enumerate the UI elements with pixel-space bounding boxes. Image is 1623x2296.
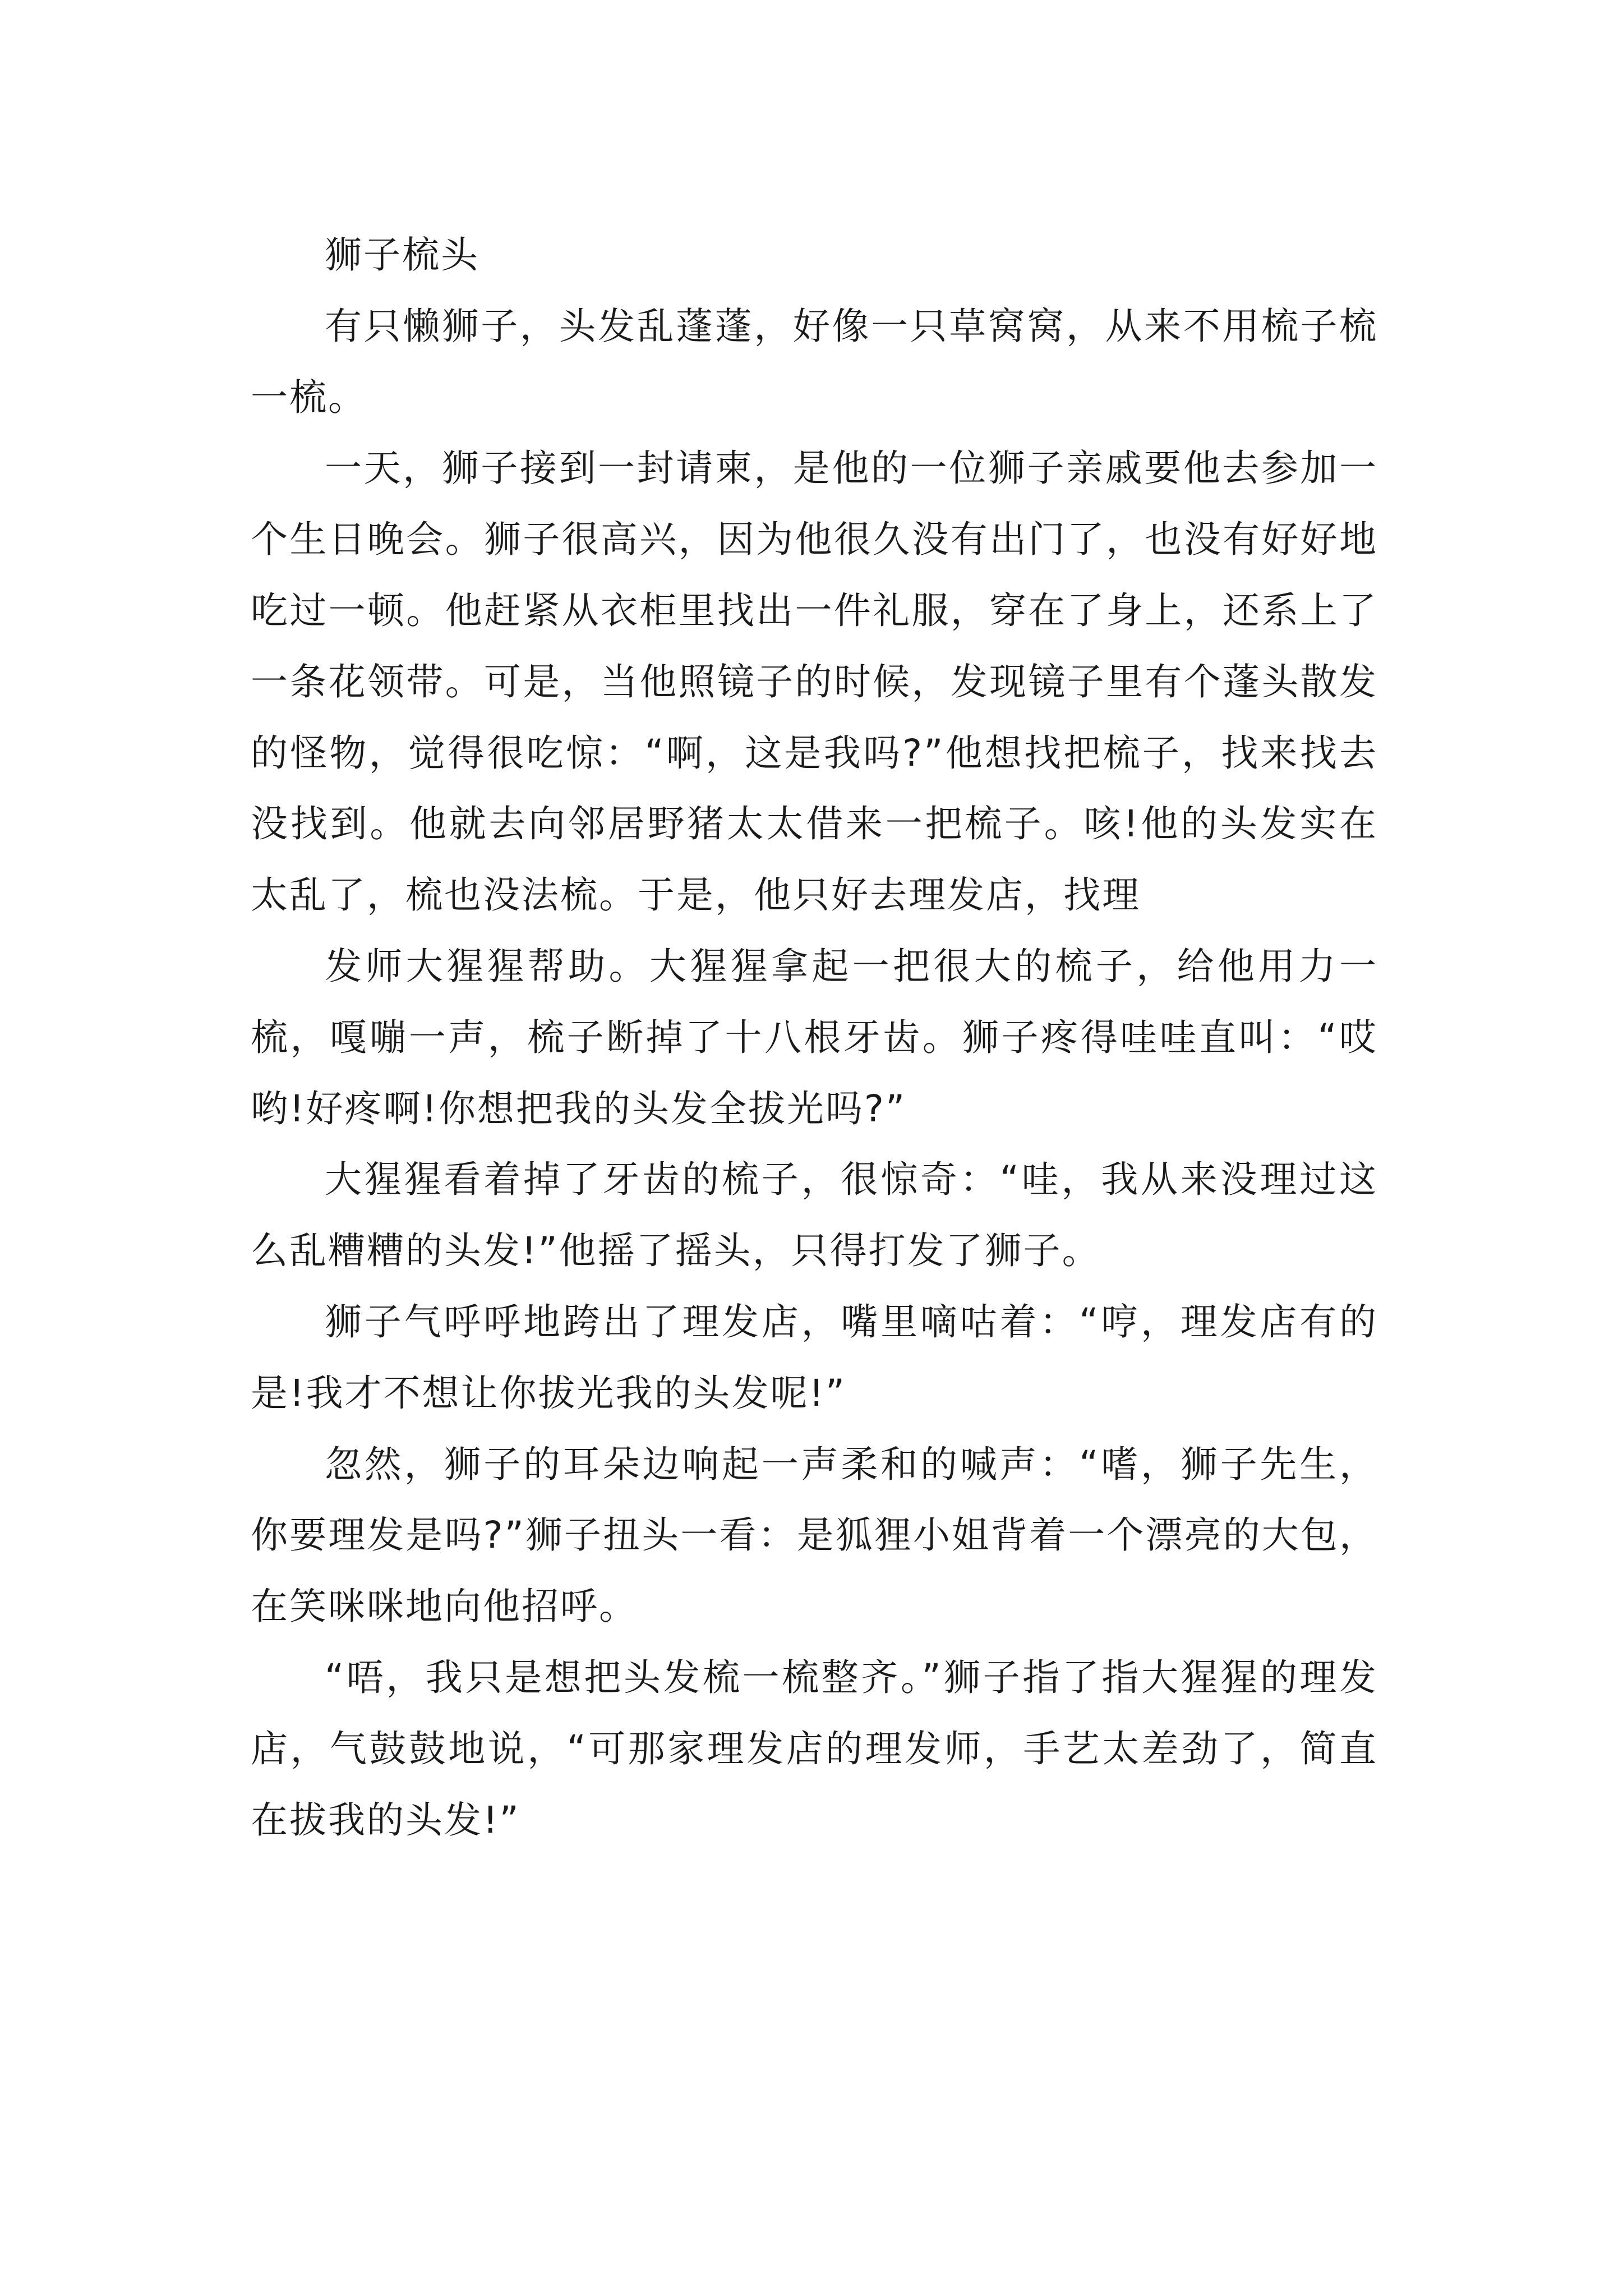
document-title: 狮子梳头 [325, 233, 479, 277]
paragraph: 一天，狮子接到一封请柬，是他的一位狮子亲戚要他去参加一个生日晚会。狮子很高兴，因为他很久没有出门了，也没有好好地吃过一顿。他赶紧从衣柜里找出一件礼服，穿在了身上，还系上了一条花领带。可是，当他照镜子的时候，发现镜子里有个蓬头散发的怪物，觉得很吃惊：“啊，这是我吗?”他想找把梳子，找来找去没找到。他就去向邻居野猪太太借来一把梳子。咳!他的头发实在太乱了，梳也没法梳。于是，他只好去理发店，找理 [251, 447, 1378, 917]
paragraph: 忽然，狮子的耳朵边响起一声柔和的喊声：“嗜，狮子先生，你要理发是吗?”狮子扭头一看：是狐狸小姐背着一个漂亮的大包，在笑咪咪地向他招呼。 [251, 1442, 1378, 1628]
paragraph: “唔，我只是想把头发梳一梳整齐。”狮子指了指大猩猩的理发店，气鼓鼓地说，“可那家理发店的理发师，手艺太差劲了，简直在拔我的头发!” [251, 1655, 1378, 1842]
paragraph: 有只懒狮子，头发乱蓬蓬，好像一只草窝窝，从来不用梳子梳一梳。 [251, 304, 1378, 419]
paragraph: 发师大猩猩帮助。大猩猩拿起一把很大的梳子，给他用力一梳，嘎嘣一声，梳子断掉了十八根牙齿。狮子疼得哇哇直叫：“哎哟!好疼啊!你想把我的头发全拔光吗?” [251, 944, 1378, 1130]
paragraph: 大猩猩看着掉了牙齿的梳子，很惊奇：“哇，我从来没理过这么乱糟糟的头发!”他摇了摇头，只得打发了狮子。 [251, 1158, 1378, 1273]
document-body [251, 220, 1378, 1856]
paragraph: 狮子气呼呼地跨出了理发店，嘴里嘀咕着：“哼，理发店有的是!我才不想让你拔光我的头发呢!” [251, 1300, 1378, 1415]
